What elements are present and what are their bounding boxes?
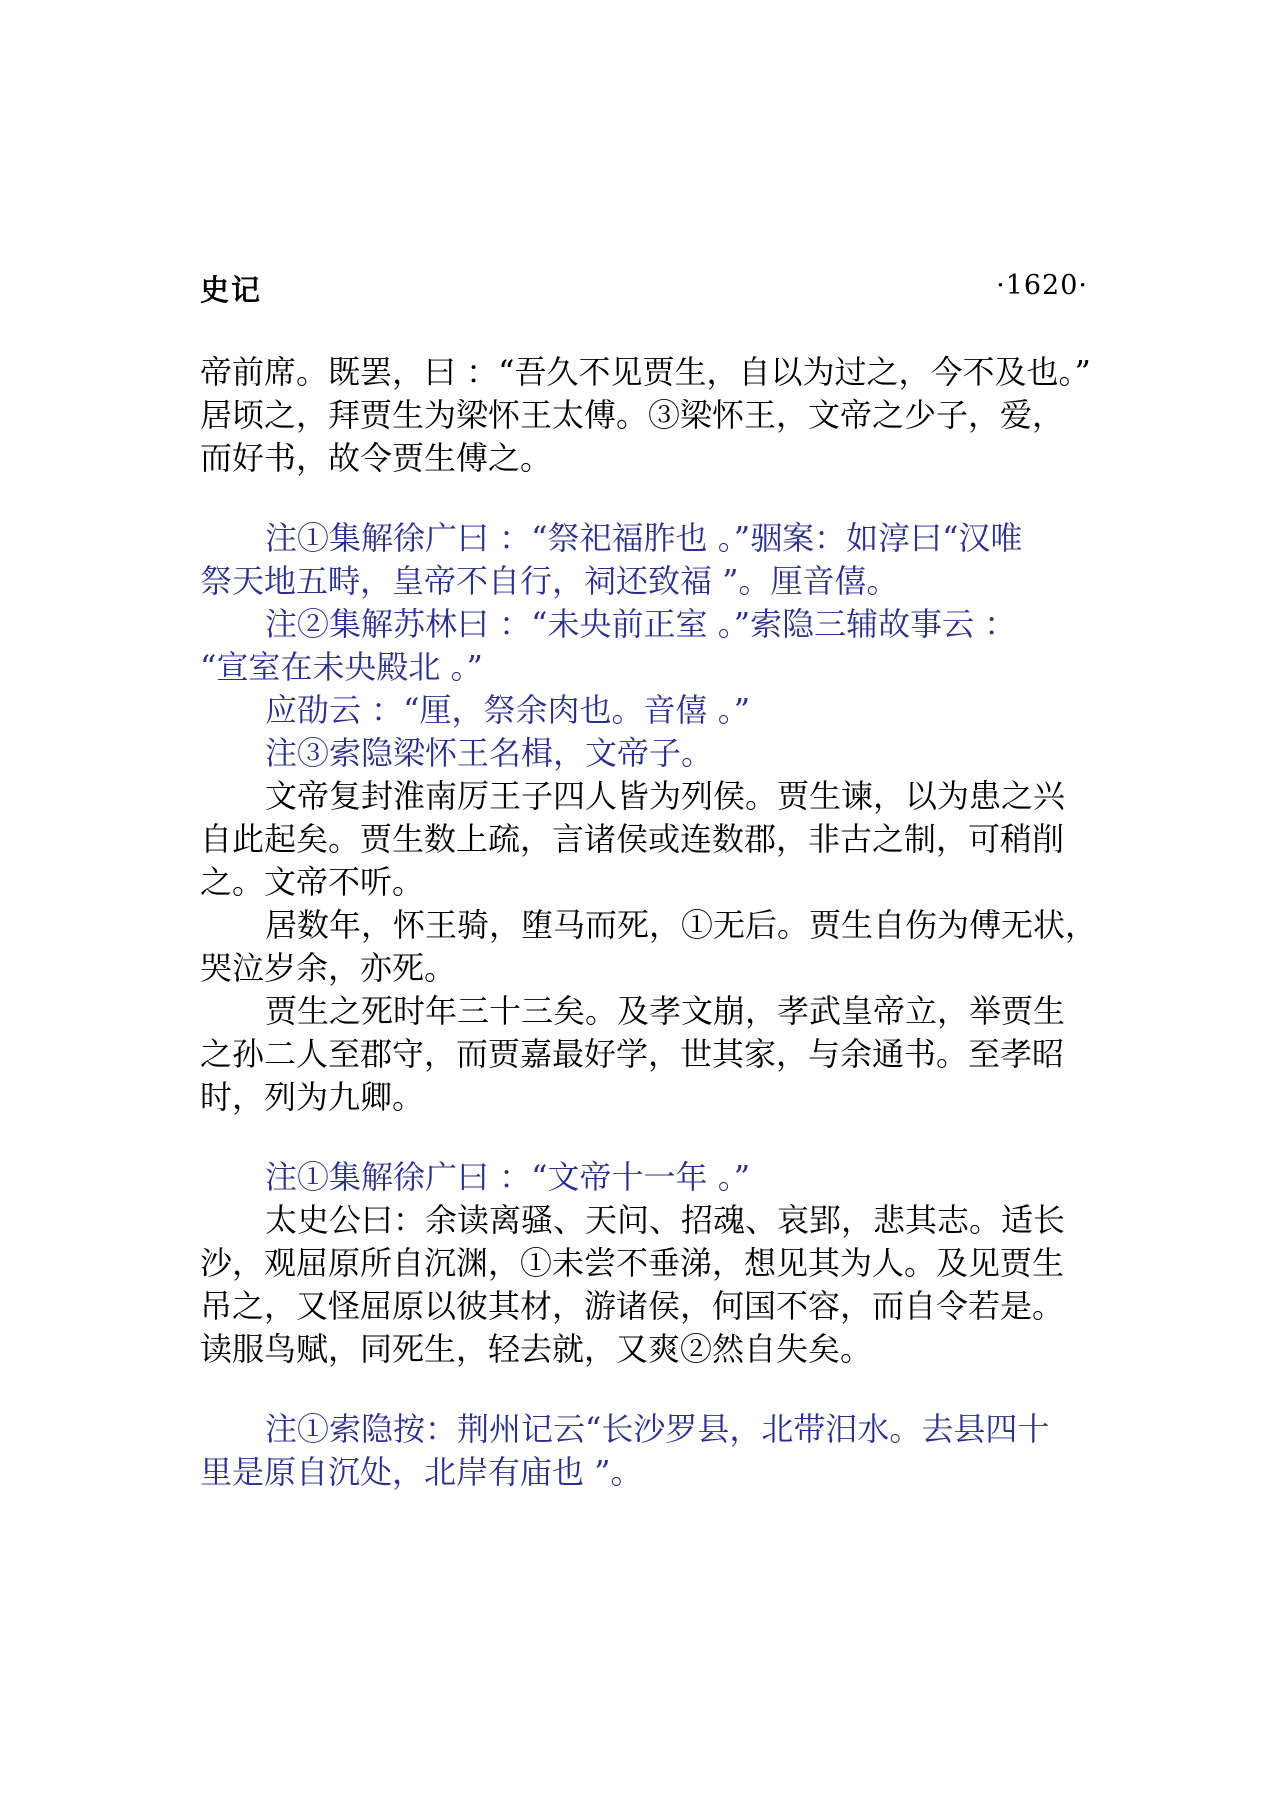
- note-line: 注③索隐梁怀王名楫，文帝子。: [265, 734, 714, 772]
- paragraph-gap: [200, 1371, 1110, 1408]
- text-line: 之孙二人至郡守，而贾嘉最好学，世其家，与余通书。至孝昭: [200, 1035, 1065, 1073]
- note-line: 应劭云 ：“厘，祭余肉也。音僖 。”: [265, 691, 751, 729]
- text-line: 读服鸟赋，同死生，轻去就，又爽②然自失矣。: [200, 1330, 873, 1368]
- note-line: 注②集解苏林曰 ：“未央前正室 。”索隐三辅故事云 ：: [265, 605, 1017, 643]
- text-line: 哭泣岁余，亦死。: [200, 949, 457, 987]
- text-line: 太史公曰：余读离骚、天问、招魂、哀郢，悲其志。适长: [265, 1201, 1066, 1239]
- note-line: 里是原自沉处，北岸有庙也 ”。: [200, 1453, 643, 1491]
- page-number: ·1620·: [996, 270, 1088, 301]
- text-line: 沙，观屈原所自沉渊，①未尝不垂涕，想见其为人。及见贾生: [200, 1244, 1065, 1282]
- text-line: 时，列为九卿。: [200, 1078, 425, 1116]
- text-line: 贾生之死时年三十三矣。及孝文崩，孝武皇帝立，举贾生: [265, 992, 1066, 1030]
- book-title: 史记: [200, 273, 263, 307]
- text-line: 居顷之，拜贾生为梁怀王太傅。③梁怀王，文帝之少子，爱，: [200, 396, 1065, 434]
- text-line: 帝前席。既罢，曰 ：“吾久不见贾生，自以为过之，今不及也。”: [200, 353, 1091, 391]
- note-line: “宣室在未央殿北 。”: [200, 648, 483, 686]
- page-body: [200, 351, 1110, 1494]
- text-line: 吊之，又怪屈原以彼其材，游诸侯，何国不容，而自令若是。: [200, 1287, 1065, 1325]
- text-line: 而好书，故令贾生傅之。: [200, 439, 553, 477]
- paragraph-gap: [200, 480, 1110, 517]
- note-line: 注①索隐按：荆州记云“长沙罗县，北带汨水。去县四十: [265, 1410, 1050, 1448]
- text-line: 居数年，怀王骑，堕马而死，①无后。贾生自伤为傅无状，: [265, 906, 1098, 944]
- paragraph-gap: [200, 1119, 1110, 1156]
- note-line: 祭天地五畤，皇帝不自行，祠还致福 ”。厘音僖。: [200, 562, 899, 600]
- text-line: 自此起矣。贾生数上疏，言诸侯或连数郡，非古之制，可稍削: [200, 820, 1065, 858]
- note-line: 注①集解徐广曰 ：“文帝十一年 。”: [265, 1158, 751, 1196]
- text-line: 文帝复封淮南厉王子四人皆为列侯。贾生谏，以为患之兴: [265, 777, 1066, 815]
- note-line: 注①集解徐广曰 ：“祭祀福胙也 。”骃案：如淳曰“汉唯: [265, 519, 1023, 557]
- text-line: 之。文帝不听。: [200, 863, 425, 901]
- page-header: [200, 268, 1088, 308]
